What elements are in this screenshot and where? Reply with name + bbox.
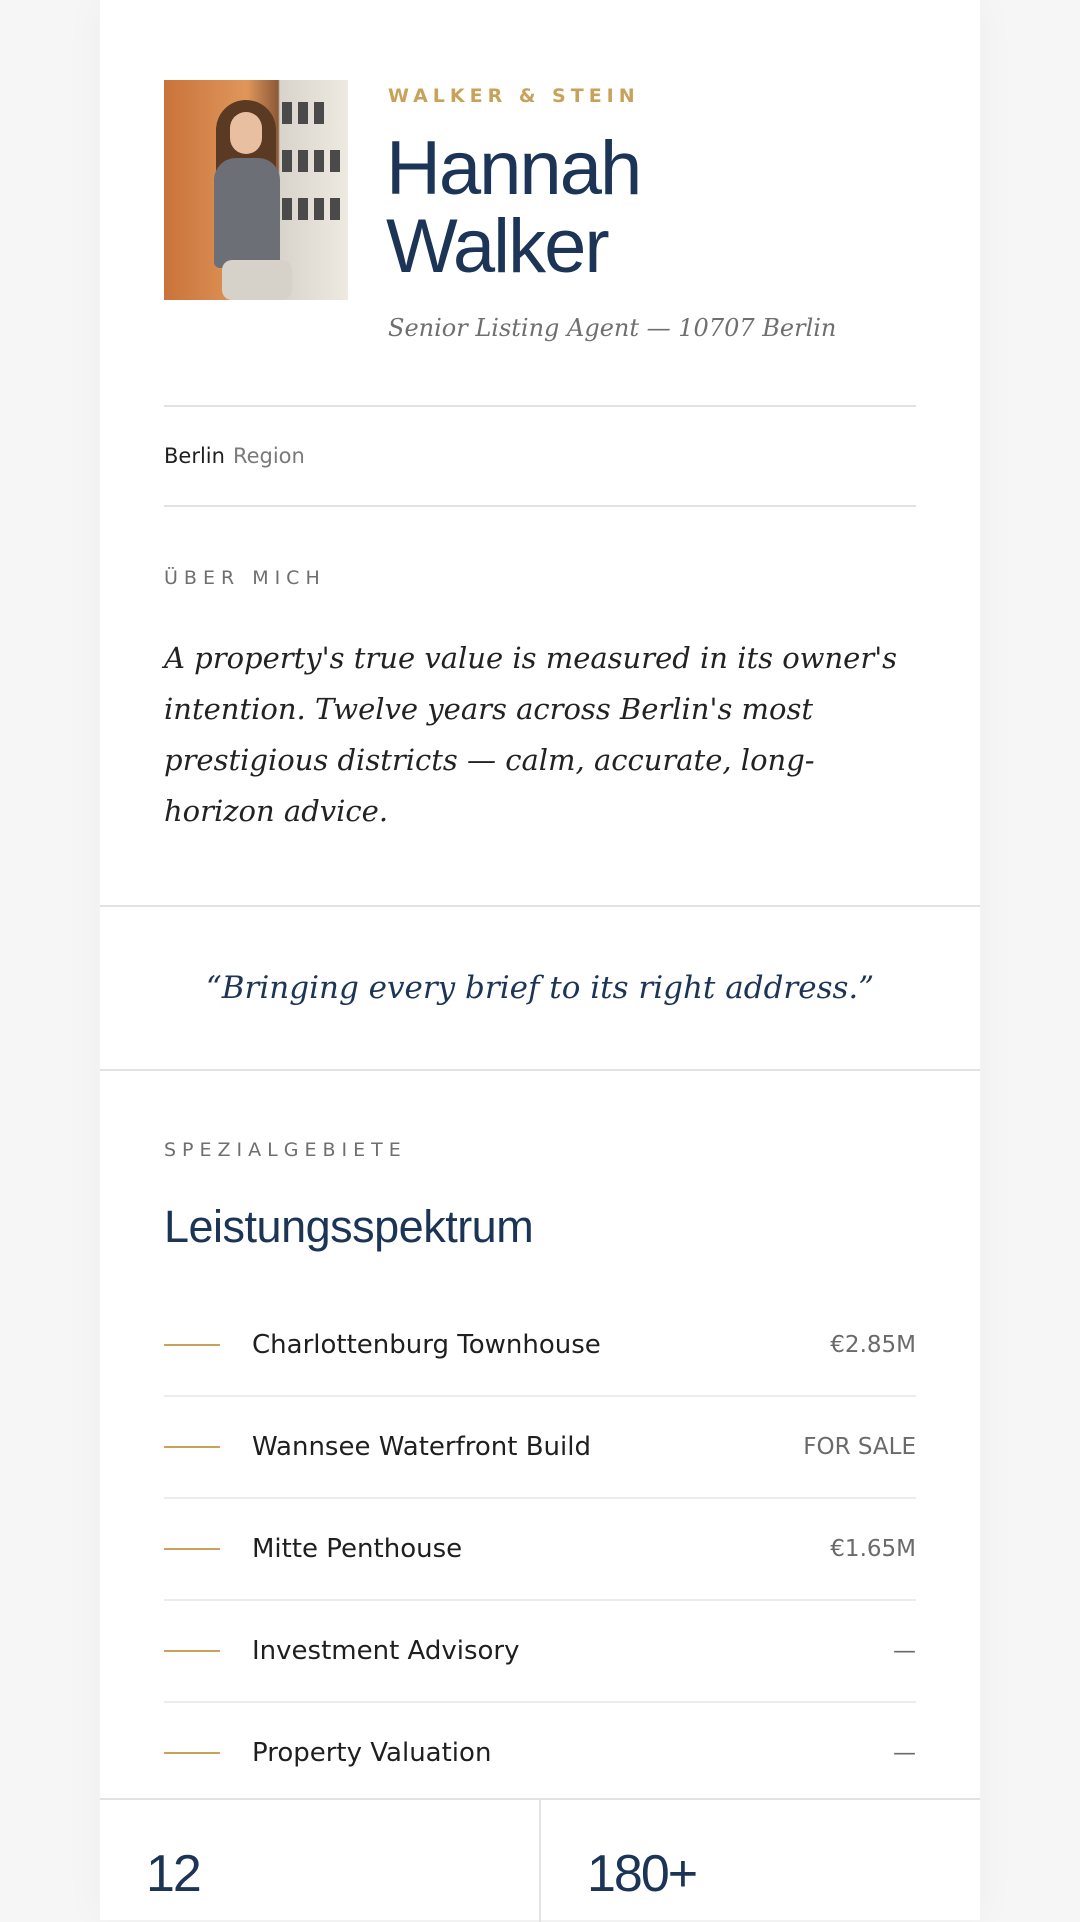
stats-row: [100, 1798, 980, 1922]
region-line: [100, 407, 980, 505]
service-item[interactable]: [164, 1397, 916, 1499]
service-label: Mitte Penthouse: [252, 1534, 463, 1564]
gold-dash-icon: [164, 1446, 220, 1448]
gold-dash-icon: [164, 1344, 220, 1346]
stat-value: 180+: [587, 1845, 697, 1903]
service-label: Property Valuation: [252, 1738, 492, 1768]
service-value: —: [893, 1638, 916, 1664]
gold-dash-icon: [164, 1650, 220, 1652]
region-suffix: Region: [232, 444, 305, 468]
services-eyebrow: SPEZIALGEBIETE: [164, 1139, 407, 1161]
about-text: A property's true value is measured in its owner's intention. Twelve years across Berlin's most prestigious districts — calm, accurate, long-horizon advice.: [164, 641, 898, 828]
region-city: Berlin: [164, 444, 225, 468]
agent-photo: [164, 80, 348, 300]
profile-header: [100, 0, 980, 405]
agent-title: Senior Listing Agent — 10707 Berlin: [388, 314, 837, 342]
agent-name: [386, 126, 641, 289]
stat-deals: [539, 1800, 980, 1922]
service-item[interactable]: [164, 1295, 916, 1397]
services-title: Leistungsspektrum: [164, 1201, 534, 1252]
service-value: FOR SALE: [803, 1434, 916, 1460]
service-label: Wannsee Waterfront Build: [252, 1432, 591, 1462]
about-section: [100, 507, 980, 905]
service-item[interactable]: [164, 1601, 916, 1703]
services-section: [100, 1071, 980, 1803]
gold-dash-icon: [164, 1548, 220, 1550]
agent-last-name: Walker: [386, 204, 608, 289]
motto-quote: “Bringing every brief to its right address.”: [205, 970, 875, 1006]
profile-page: [100, 0, 980, 1920]
services-list: [164, 1295, 916, 1803]
service-value: €1.65M: [830, 1536, 916, 1562]
service-item[interactable]: [164, 1703, 916, 1803]
gold-dash-icon: [164, 1752, 220, 1754]
service-label: Charlottenburg Townhouse: [252, 1330, 601, 1360]
stat-value: 12: [146, 1845, 200, 1903]
service-label: Investment Advisory: [252, 1636, 520, 1666]
service-value: €2.85M: [830, 1332, 916, 1358]
agent-first-name: Hannah: [386, 126, 641, 211]
stat-years: [100, 1800, 539, 1922]
about-eyebrow: ÜBER MICH: [164, 567, 326, 589]
service-item[interactable]: [164, 1499, 916, 1601]
service-value: —: [893, 1740, 916, 1766]
firm-name: WALKER & STEIN: [388, 85, 640, 107]
